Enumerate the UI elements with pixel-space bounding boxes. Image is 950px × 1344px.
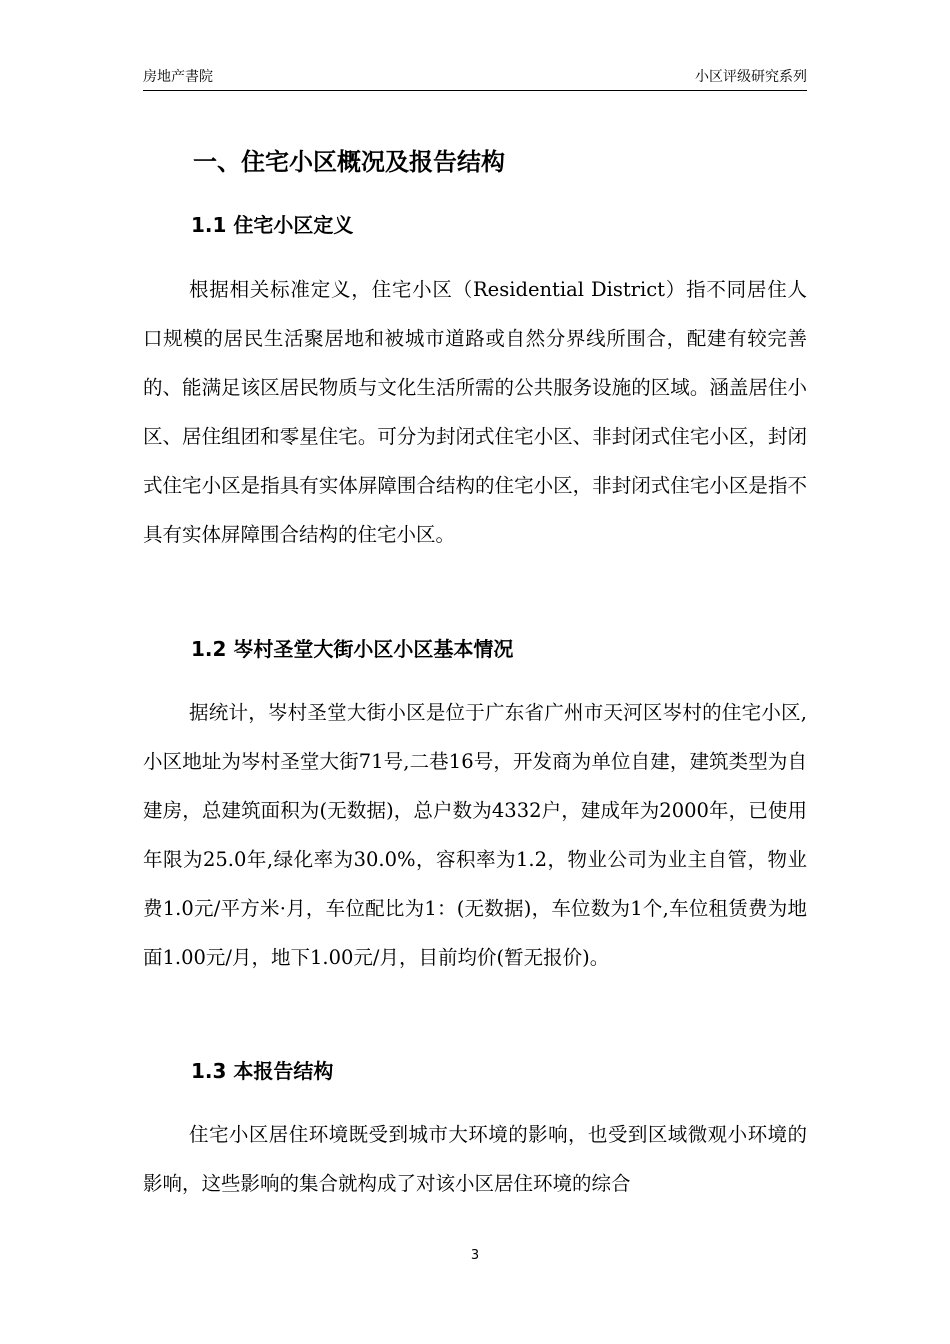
page-number: 3 bbox=[470, 1248, 480, 1263]
section-body-1-1: 根据相关标准定义，住宅小区（Residential District）指不同居住人口规模的居民生活聚居地和被城市道路或自然分界线所围合，配建有较完善的、能满足该区居民物质与文化生活所需的公共服务设施的区域。涵盖居住小区、居住组团和零星住宅。可分为封闭式住宅小区、非封闭式住宅小区，封闭式住宅小区是指具有实体屏障围合结构的住宅小区，非封闭式住宅小区是指不具有实体屏障围合结构的住宅小区。 bbox=[143, 278, 807, 546]
chapter-heading: 一、住宅小区概况及报告结构 bbox=[193, 148, 505, 176]
section-title-1-1: 1.1 住宅小区定义 bbox=[191, 213, 354, 237]
section-title-1-2: 1.2 岑村圣堂大街小区小区基本情况 bbox=[191, 637, 514, 661]
header-publisher: 房地产書院 bbox=[143, 69, 213, 85]
header-series-title: 小区评级研究系列 bbox=[695, 69, 807, 85]
page-header bbox=[143, 64, 807, 91]
section-title-1-3: 1.3 本报告结构 bbox=[191, 1059, 334, 1083]
section-body-1-2: 据统计，岑村圣堂大街小区是位于广东省广州市天河区岑村的住宅小区,小区地址为岑村圣堂大街71号,二巷16号，开发商为单位自建，建筑类型为自建房，总建筑面积为(无数据)，总户数为4332户，建成年为2000年，已使用年限为25.0年,绿化率为30.0%，容积率为1.2，物业公司为业主自管，物业费1.0元/平方米·月，车位配比为1：(无数据)，车位数为1个,车位租赁费为地面1.00元/月，地下1.00元/月，目前均价(暂无报价)。 bbox=[143, 701, 807, 969]
section-body-1-3: 住宅小区居住环境既受到城市大环境的影响，也受到区域微观小环境的影响，这些影响的集合就构成了对该小区居住环境的综合 bbox=[143, 1123, 807, 1195]
